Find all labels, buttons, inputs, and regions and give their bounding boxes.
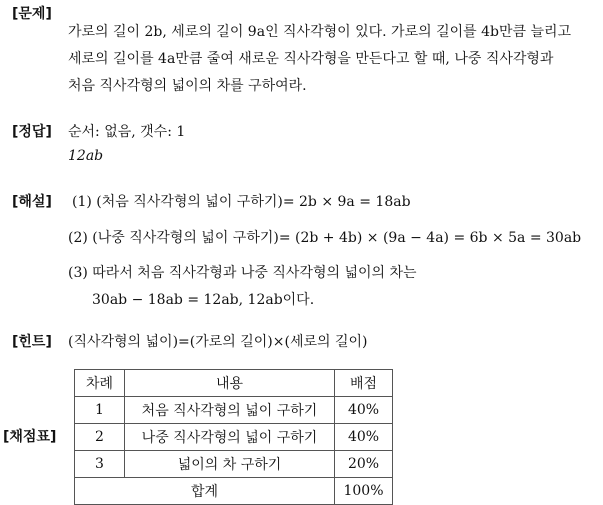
rubric-total-label: 합계 <box>75 478 335 505</box>
problem-line-3: 처음 직사각형의 넓이의 차를 구하여라. <box>68 78 307 94</box>
rubric-row-1-order: 1 <box>75 397 125 424</box>
rubric-row-1-content: 처음 직사각형의 넓이 구하기 <box>125 397 335 424</box>
rubric-label: [채점표] <box>3 429 57 445</box>
answer-label: [정답] <box>12 124 52 140</box>
rubric-total-value: 100% <box>335 478 393 505</box>
answer-value: 12ab <box>68 148 104 164</box>
solution-step-3: (3) 따라서 처음 직사각형과 나중 직사각형의 넓이의 차는 <box>68 265 417 281</box>
rubric-header-score: 배점 <box>335 370 393 397</box>
rubric-header-order: 차례 <box>75 370 125 397</box>
solution-label: [해설] <box>12 194 52 210</box>
problem-line-1: 가로의 길이 2b, 세로의 길이 9a인 직사각형이 있다. 가로의 길이를 4b만큼 늘리고 <box>68 24 572 40</box>
table-row <box>75 451 393 478</box>
hint-label: [힌트] <box>12 334 52 350</box>
hint-text: (직사각형의 넓이)=(가로의 길이)×(세로의 길이) <box>68 334 368 350</box>
rubric-header-row <box>75 370 393 397</box>
answer-order-count: 순서: 없음, 갯수: 1 <box>68 124 186 140</box>
problem-line-2: 세로의 길이를 4a만큼 줄여 새로운 직사각형을 만든다고 할 때, 나중 직사각형과 <box>68 51 554 67</box>
rubric-row-3-score: 20% <box>335 451 393 478</box>
rubric-row-1-score: 40% <box>335 397 393 424</box>
rubric-row-3-order: 3 <box>75 451 125 478</box>
rubric-header-content: 내용 <box>125 370 335 397</box>
rubric-total-row <box>75 478 393 505</box>
rubric-row-2-score: 40% <box>335 424 393 451</box>
rubric-table <box>74 369 393 505</box>
table-row <box>75 424 393 451</box>
solution-step-1: (1) (처음 직사각형의 넓이 구하기)= 2b × 9a = 18ab <box>72 194 411 210</box>
problem-label: [문제] <box>12 6 52 22</box>
solution-step-2: (2) (나중 직사각형의 넓이 구하기)= (2b + 4b) × (9a − 4a) = 6b × 5a = 30ab <box>68 230 582 246</box>
table-row <box>75 397 393 424</box>
solution-step-3-result: 30ab − 18ab = 12ab, 12ab이다. <box>92 292 315 308</box>
rubric-row-2-content: 나중 직사각형의 넓이 구하기 <box>125 424 335 451</box>
rubric-row-3-content: 넓이의 차 구하기 <box>125 451 335 478</box>
rubric-row-2-order: 2 <box>75 424 125 451</box>
